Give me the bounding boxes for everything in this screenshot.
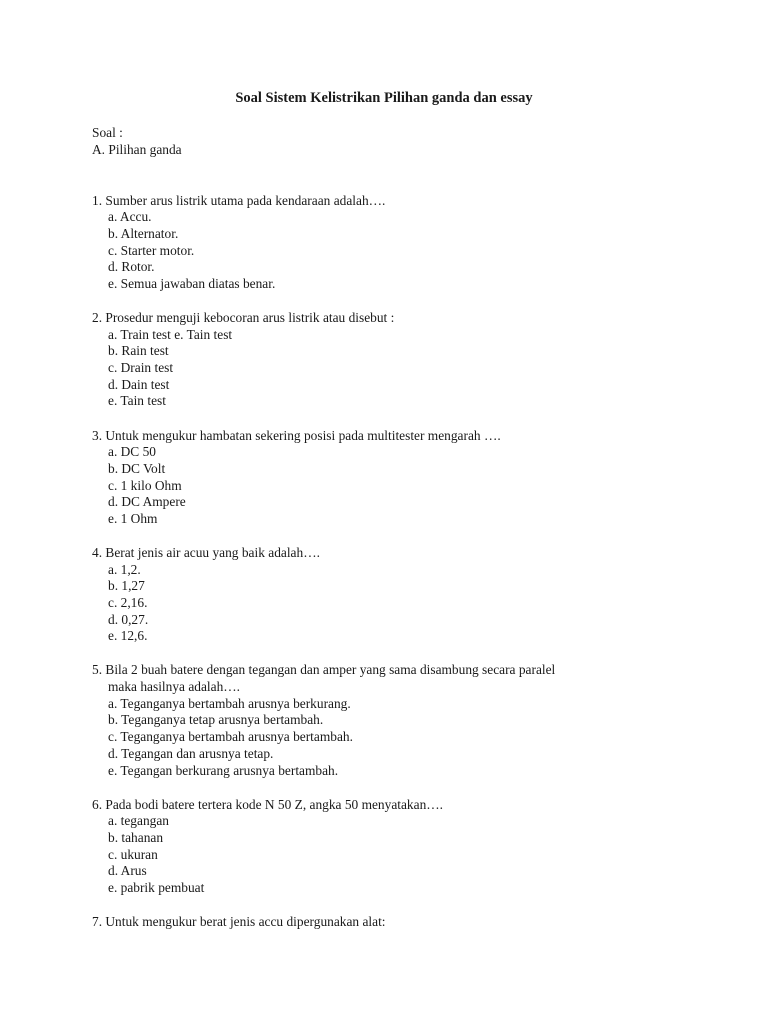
question-text: 5. Bila 2 buah batere dengan tegangan dan amper yang sama disambung secara paralel <box>92 662 556 677</box>
soal-label: Soal : <box>92 125 123 140</box>
answer-option: b. DC Volt <box>108 461 166 476</box>
answer-option: b. Rain test <box>108 343 169 358</box>
answer-option: a. 1,2. <box>108 562 141 577</box>
answer-option: e. Semua jawaban diatas benar. <box>108 276 276 291</box>
answer-option: c. 2,16. <box>108 595 148 610</box>
answer-option: b. tahanan <box>108 830 164 845</box>
answer-option: a. Teganganya bertambah arusnya berkurang. <box>108 696 351 711</box>
answer-option: a. Accu. <box>108 209 152 224</box>
answer-option: a. tegangan <box>108 813 169 828</box>
answer-option: d. Dain test <box>108 377 170 392</box>
answer-option: e. Tain test <box>108 393 166 408</box>
answer-option: c. 1 kilo Ohm <box>108 478 182 493</box>
answer-option: e. 12,6. <box>108 628 148 643</box>
question-text: 2. Prosedur menguji kebocoran arus listrik atau disebut : <box>92 310 395 325</box>
answer-option: d. DC Ampere <box>108 494 186 509</box>
answer-option: d. Rotor. <box>108 259 155 274</box>
answer-option: b. 1,27 <box>108 578 145 593</box>
page-title: Soal Sistem Kelistrikan Pilihan ganda dan essay <box>235 90 533 106</box>
answer-option: c. Drain test <box>108 360 174 375</box>
answer-option: e. Tegangan berkurang arusnya bertambah. <box>108 763 339 778</box>
question-text: 4. Berat jenis air acuu yang baik adalah…. <box>92 545 320 560</box>
answer-option: a. DC 50 <box>108 444 156 459</box>
question-text: 6. Pada bodi batere tertera kode N 50 Z, angka 50 menyatakan…. <box>92 797 444 812</box>
answer-option: c. ukuran <box>108 847 158 862</box>
question-text: 1. Sumber arus listrik utama pada kendaraan adalah…. <box>92 193 386 208</box>
answer-option: b. Teganganya tetap arusnya bertambah. <box>108 712 324 727</box>
answer-option: a. Train test e. Tain test <box>108 327 233 342</box>
answer-option: c. Starter motor. <box>108 243 195 258</box>
answer-option: d. 0,27. <box>108 612 149 627</box>
answer-option: d. Tegangan dan arusnya tetap. <box>108 746 274 761</box>
question-text: 7. Untuk mengukur berat jenis accu dipergunakan alat: <box>92 914 386 929</box>
section-heading: A. Pilihan ganda <box>92 142 182 157</box>
answer-option: e. pabrik pembuat <box>108 880 205 895</box>
answer-option: e. 1 Ohm <box>108 511 158 526</box>
answer-option: b. Alternator. <box>108 226 179 241</box>
answer-option: d. Arus <box>108 863 147 878</box>
question-text: 3. Untuk mengukur hambatan sekering posisi pada multitester mengarah …. <box>92 428 501 443</box>
question-continuation: maka hasilnya adalah…. <box>108 679 240 694</box>
answer-option: c. Teganganya bertambah arusnya bertambah. <box>108 729 353 744</box>
